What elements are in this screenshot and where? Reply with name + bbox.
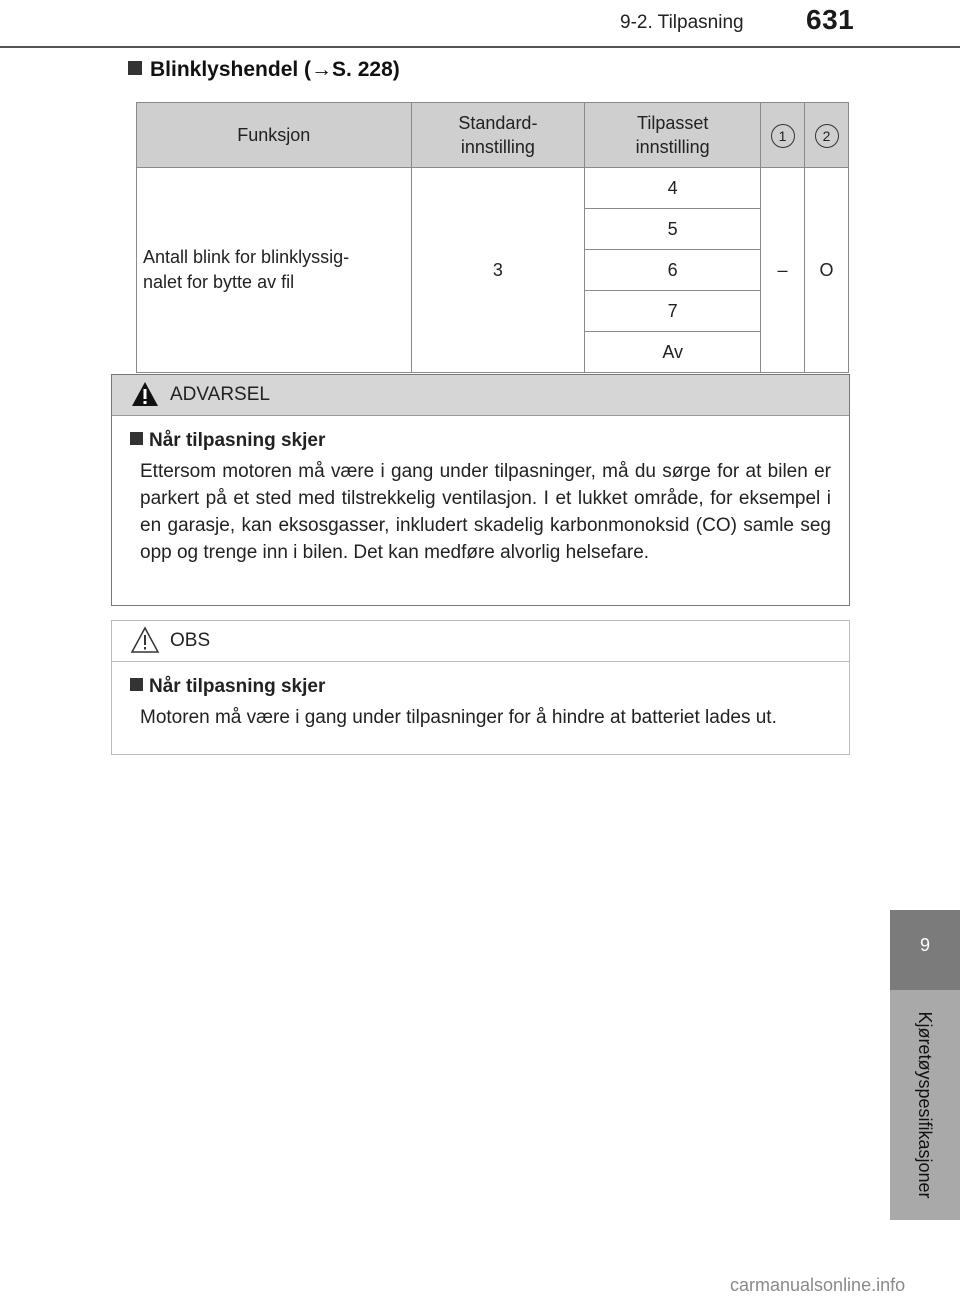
header-divider <box>0 46 960 48</box>
chapter-tab-number[interactable]: 9 <box>890 910 960 990</box>
col2-cell: O <box>805 168 849 373</box>
notice-body <box>112 662 849 731</box>
default-cell: 3 <box>411 168 585 373</box>
caution-triangle-icon <box>130 625 160 655</box>
warning-box <box>111 374 850 606</box>
notice-text: Motoren må være i gang under tilpasninger for å hindre at batteriet lades ut. <box>140 707 777 728</box>
bullet-square-icon <box>128 61 142 75</box>
section-title <box>128 58 400 82</box>
settings-table <box>136 102 849 373</box>
header-col-2 <box>805 103 849 168</box>
table-header-row <box>137 103 849 168</box>
footer-watermark[interactable]: carmanualsonline.info <box>730 1275 906 1295</box>
function-cell: Antall blink for blinklyssig- nalet for bytte av fil <box>137 168 412 373</box>
option-cell: 4 <box>585 168 761 209</box>
circled-1-icon: 1 <box>771 124 795 148</box>
bullet-square-icon <box>130 678 143 691</box>
header-function: Funksjon <box>137 103 412 168</box>
notice-box <box>111 620 850 755</box>
warning-header <box>112 375 849 416</box>
header-col-1 <box>761 103 805 168</box>
warning-text: Ettersom motoren må være i gang under tilpasninger, må du sørge for at bilen er parkert på et sted med tilstrekkelig ventilasjon. I et lukket område, for eksempel i en garasje, kan eksosgasser, inkludert skadelig karbonmonoksid (CO) samle seg opp og trenge inn i bilen. Det kan medføre alvorlig helsefare. <box>140 461 831 563</box>
warning-label: ADVARSEL <box>170 384 270 405</box>
warning-triangle-icon <box>130 379 160 409</box>
bullet-square-icon <box>130 432 143 445</box>
col1-cell: – <box>761 168 805 373</box>
option-cell: 7 <box>585 291 761 332</box>
page-number: 631 <box>806 4 855 35</box>
section-title-text: Blinklyshendel (→S. 228) <box>150 58 400 81</box>
header-default: Standard- innstilling <box>411 103 585 168</box>
table-row <box>137 168 849 209</box>
option-cell: 5 <box>585 209 761 250</box>
chapter-tab-label: Kjøretøyspesifikasjoner <box>915 1011 935 1199</box>
header-section-title: 9-2. Tilpasning <box>620 12 744 33</box>
chapter-tab[interactable] <box>890 990 960 1220</box>
header-custom: Tilpasset innstilling <box>585 103 761 168</box>
notice-header <box>112 621 849 662</box>
notice-label: OBS <box>170 630 211 651</box>
circled-2-icon: 2 <box>815 124 839 148</box>
warning-body <box>112 416 849 566</box>
option-cell: Av <box>585 332 761 373</box>
option-cell: 6 <box>585 250 761 291</box>
warning-subtitle: Når tilpasning skjer <box>130 430 831 452</box>
notice-subtitle: Når tilpasning skjer <box>130 676 831 698</box>
